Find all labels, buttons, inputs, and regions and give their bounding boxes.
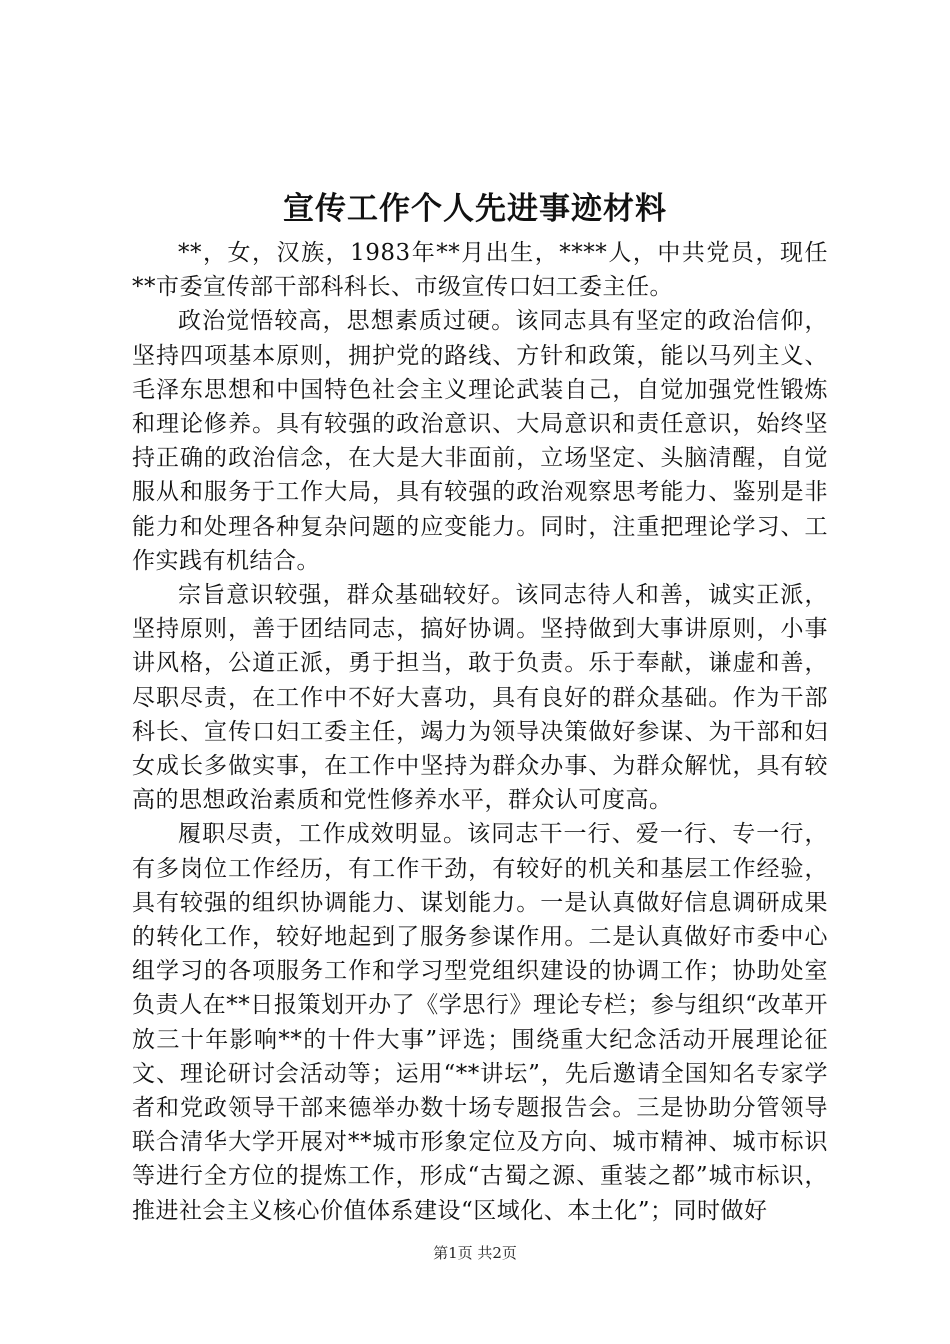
document-body (132, 236, 828, 1228)
paragraph-service-awareness: 宗旨意识较强，群众基础较好。该同志待人和善，诚实正派，坚持原则，善于团结同志，搞好协调。坚持做到大事讲原则，小事讲风格，公道正派，勇于担当，敢于负责。乐于奉献，谦虚和善，尽职尽责，在工作中不好大喜功，具有良好的群众基础。作为干部科长、宣传口妇工委主任，竭力为领导决策做好参谋、为干部和妇女成长多做实事，在工作中坚持为群众办事、为群众解忧，具有较高的思想政治素质和党性修养水平，群众认可度高。 (132, 582, 828, 814)
page-number-footer: 第1页 共2页 (433, 1244, 517, 1262)
document-title: 宣传工作个人先进事迹材料 (283, 191, 667, 227)
paragraph-work-achievements: 履职尽责，工作成效明显。该同志干一行、爱一行、专一行，有多岗位工作经历，有工作干劲，有较好的机关和基层工作经验，具有较强的组织协调能力、谋划能力。一是认真做好信息调研成果的转化工作，较好地起到了服务参谋作用。二是认真做好市委中心组学习的各项服务工作和学习型党组织建设的协调工作；协助处室负责人在**日报策划开办了《学思行》理论专栏；参与组织“改革开放三十年影响**的十件大事”评选；围绕重大纪念活动开展理论征文、理论研讨会活动等；运用“**讲坛”，先后邀请全国知名专家学者和党政领导干部来德举办数十场专题报告会。三是协助分管领导联合清华大学开展对**城市形象定位及方向、城市精神、城市标识等进行全方位的提炼工作，形成“古蜀之源、重装之都”城市标识，推进社会主义核心价值体系建设“区域化、本土化”；同时做好 (132, 821, 828, 1224)
paragraph-intro: **，女，汉族，1983年**月出生，****人，中共党员，现任**市委宣传部干部科科长、市级宣传口妇工委主任。 (132, 240, 828, 301)
paragraph-political-awareness: 政治觉悟较高，思想素质过硬。该同志具有坚定的政治信仰，坚持四项基本原则，拥护党的路线、方针和政策，能以马列主义、毛泽东思想和中国特色社会主义理论武装自己，自觉加强党性锻炼和理论修养。具有较强的政治意识、大局意识和责任意识，始终坚持正确的政治信念，在大是大非面前，立场坚定、头脑清醒，自觉服从和服务于工作大局，具有较强的政治观察思考能力、鉴别是非能力和处理各种复杂问题的应变能力。同时，注重把理论学习、工作实践有机结合。 (132, 308, 828, 574)
